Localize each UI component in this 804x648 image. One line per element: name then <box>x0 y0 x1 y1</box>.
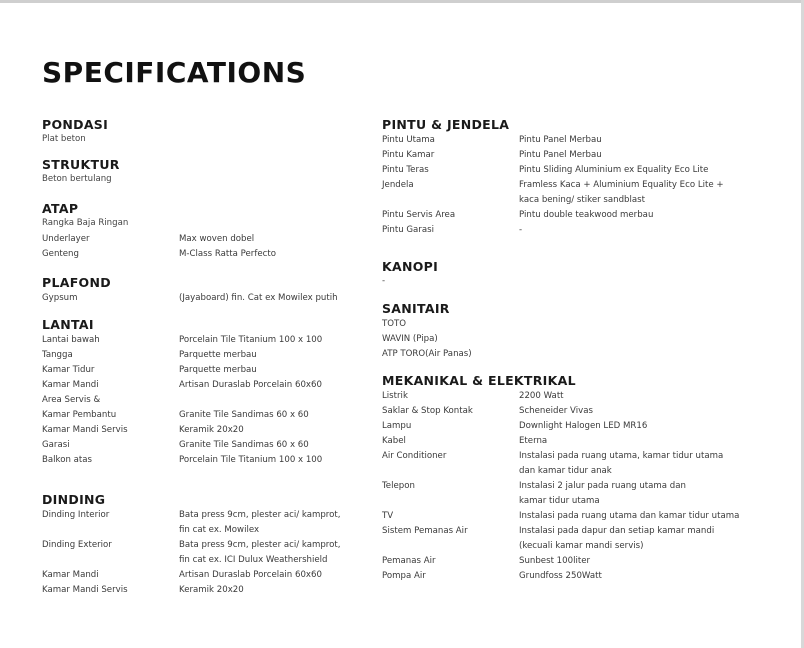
spec-label: Listrik <box>382 391 408 401</box>
section-title: PONDASI <box>42 117 109 132</box>
spec-value: (Jayaboard) fin. Cat ex Mowilex putih <box>179 293 338 303</box>
spec-value: Instalasi pada ruang utama, kamar tidur utama dan kamar tidur anak <box>519 451 724 476</box>
spec-label: Air Conditioner <box>382 451 447 461</box>
spec-value: Granite Tile Sandimas 60 x 60 <box>179 410 309 420</box>
spec-row <box>42 291 372 306</box>
left-column <box>42 117 372 598</box>
section-subtitle: Rangka Baja Ringan <box>42 218 129 228</box>
spec-value: Sunbest 100liter <box>519 556 591 566</box>
spec-value: Pintu double teakwood merbau <box>519 210 654 220</box>
spec-row <box>42 393 372 408</box>
section-title: KANOPI <box>382 259 439 274</box>
spec-label: Kamar Mandi Servis <box>42 585 128 595</box>
spec-label: Kamar Mandi Servis <box>42 425 128 435</box>
list-item <box>382 317 782 332</box>
spec-label: Area Servis & <box>42 395 101 405</box>
spec-row <box>382 509 782 524</box>
spec-label: Pintu Utama <box>382 135 435 145</box>
spec-row <box>382 569 782 584</box>
spec-value: Instalasi pada ruang utama dan kamar tidur utama <box>519 511 740 521</box>
spec-value: Keramik 20x20 <box>179 425 244 435</box>
spec-value: Parquette merbau <box>179 350 257 360</box>
sanitair-item: ATP TORO(Air Panas) <box>382 349 472 359</box>
spec-label: Tangga <box>42 350 73 360</box>
spec-value: Porcelain Tile Titanium 100 x 100 <box>179 455 323 465</box>
section-dinding <box>42 492 372 598</box>
spec-row <box>382 419 782 434</box>
spec-row <box>42 333 372 348</box>
spec-row <box>42 453 372 468</box>
spec-row <box>382 148 782 163</box>
spec-value: Grundfoss 250Watt <box>519 571 602 581</box>
section-title: ATAP <box>42 201 79 216</box>
spec-value: Max woven dobel <box>179 234 255 244</box>
spec-row <box>42 363 372 378</box>
spec-label: Jendela <box>382 180 414 190</box>
sanitair-item: TOTO <box>382 319 407 329</box>
spec-label: Telepon <box>382 481 415 491</box>
spec-label: Pintu Teras <box>382 165 429 175</box>
spec-row <box>42 583 372 598</box>
spec-label: Pintu Kamar <box>382 150 435 160</box>
spec-label: Kamar Mandi <box>42 380 99 390</box>
spec-label: Dinding Interior <box>42 510 110 520</box>
spec-label: Dinding Exterior <box>42 540 112 550</box>
section-subtitle: Plat beton <box>42 134 86 144</box>
spec-label: Kamar Tidur <box>42 365 95 375</box>
spec-label: Pemanas Air <box>382 556 436 566</box>
section-pintu-jendela <box>382 117 782 259</box>
spec-value: Instalasi pada dapur dan setiap kamar mandi (kecuali kamar mandi servis) <box>519 526 715 551</box>
spec-row <box>382 554 782 569</box>
spec-row <box>382 524 782 554</box>
section-title: PINTU & JENDELA <box>382 117 510 132</box>
spec-value: Pintu Sliding Aluminium ex Equality Eco Lite <box>519 165 709 175</box>
spec-row <box>382 404 782 419</box>
section-plafond <box>42 275 372 317</box>
spec-label: Lantai bawah <box>42 335 100 345</box>
section-title: LANTAI <box>42 317 94 332</box>
spec-label: Kabel <box>382 436 406 446</box>
section-mekanikal-elektrikal <box>382 373 782 584</box>
section-sanitair <box>382 301 782 373</box>
section-atap <box>42 201 372 275</box>
spec-value <box>179 393 372 408</box>
spec-value: Framless Kaca + Aluminium Equality Eco Lite + kaca bening/ stiker sandblast <box>519 180 724 205</box>
section-title: STRUKTUR <box>42 157 120 172</box>
spec-label: Pintu Servis Area <box>382 210 456 220</box>
spec-label: Genteng <box>42 249 79 259</box>
spec-row <box>382 223 782 238</box>
section-subtitle: - <box>382 276 386 286</box>
spec-row <box>42 538 372 568</box>
section-title: SANITAIR <box>382 301 450 316</box>
list-item <box>382 347 782 362</box>
section-title: DINDING <box>42 492 106 507</box>
section-lantai <box>42 317 372 492</box>
spec-row <box>382 208 782 223</box>
section-pondasi <box>42 117 372 157</box>
spec-label: TV <box>382 511 394 521</box>
right-column <box>382 117 782 584</box>
spec-row <box>382 449 782 479</box>
spec-row <box>382 434 782 449</box>
spec-label: Sistem Pemanas Air <box>382 526 468 536</box>
spec-label: Pompa Air <box>382 571 426 581</box>
spec-row <box>42 348 372 363</box>
spec-row <box>382 163 782 178</box>
spec-label: Saklar & Stop Kontak <box>382 406 473 416</box>
spec-value: Artisan Duraslab Porcelain 60x60 <box>179 380 322 390</box>
spec-value: Eterna <box>519 436 548 446</box>
spec-value: Pintu Panel Merbau <box>519 150 602 160</box>
top-border <box>0 0 804 3</box>
spec-value: Bata press 9cm, plester aci/ kamprot, fin cat ex. Mowilex <box>179 510 341 535</box>
list-item <box>382 332 782 347</box>
spec-row <box>42 438 372 453</box>
spec-row <box>42 423 372 438</box>
section-title: MEKANIKAL & ELEKTRIKAL <box>382 373 576 388</box>
spec-label: Pintu Garasi <box>382 225 434 235</box>
spec-row <box>382 389 782 404</box>
spec-value: Bata press 9cm, plester aci/ kamprot, fin cat ex. ICI Dulux Weathershield <box>179 540 341 565</box>
section-subtitle: Beton bertulang <box>42 174 112 184</box>
spec-value: Scheneider Vivas <box>519 406 593 416</box>
spec-label: Lampu <box>382 421 412 431</box>
spec-row <box>42 568 372 583</box>
spec-label: Underlayer <box>42 234 90 244</box>
spec-value: 2200 Watt <box>519 391 564 401</box>
section-struktur <box>42 157 372 201</box>
section-kanopi <box>382 259 782 301</box>
spec-row <box>42 408 372 423</box>
spec-value: Porcelain Tile Titanium 100 x 100 <box>179 335 323 345</box>
spec-value: Keramik 20x20 <box>179 585 244 595</box>
spec-value: M-Class Ratta Perfecto <box>179 249 277 259</box>
spec-row <box>382 178 782 208</box>
spec-value: - <box>519 225 523 235</box>
spec-value: Pintu Panel Merbau <box>519 135 602 145</box>
spec-label: Balkon atas <box>42 455 93 465</box>
spec-row <box>42 378 372 393</box>
section-title: PLAFOND <box>42 275 111 290</box>
spec-row <box>382 479 782 509</box>
spec-value: Granite Tile Sandimas 60 x 60 <box>179 440 309 450</box>
spec-value: Artisan Duraslab Porcelain 60x60 <box>179 570 322 580</box>
spec-value: Downlight Halogen LED MR16 <box>519 421 648 431</box>
spec-row <box>382 133 782 148</box>
sanitair-item: WAVIN (Pipa) <box>382 334 438 344</box>
page-title: SPECIFICATIONS <box>42 56 307 89</box>
spec-value: Parquette merbau <box>179 365 257 375</box>
spec-row <box>42 232 372 247</box>
spec-label: Kamar Mandi <box>42 570 99 580</box>
spec-row <box>42 247 372 262</box>
spec-label: Garasi <box>42 440 70 450</box>
spec-row <box>42 508 372 538</box>
spec-label: Gypsum <box>42 293 78 303</box>
spec-value: Instalasi 2 jalur pada ruang utama dan kamar tidur utama <box>519 481 686 506</box>
spec-label: Kamar Pembantu <box>42 410 117 420</box>
